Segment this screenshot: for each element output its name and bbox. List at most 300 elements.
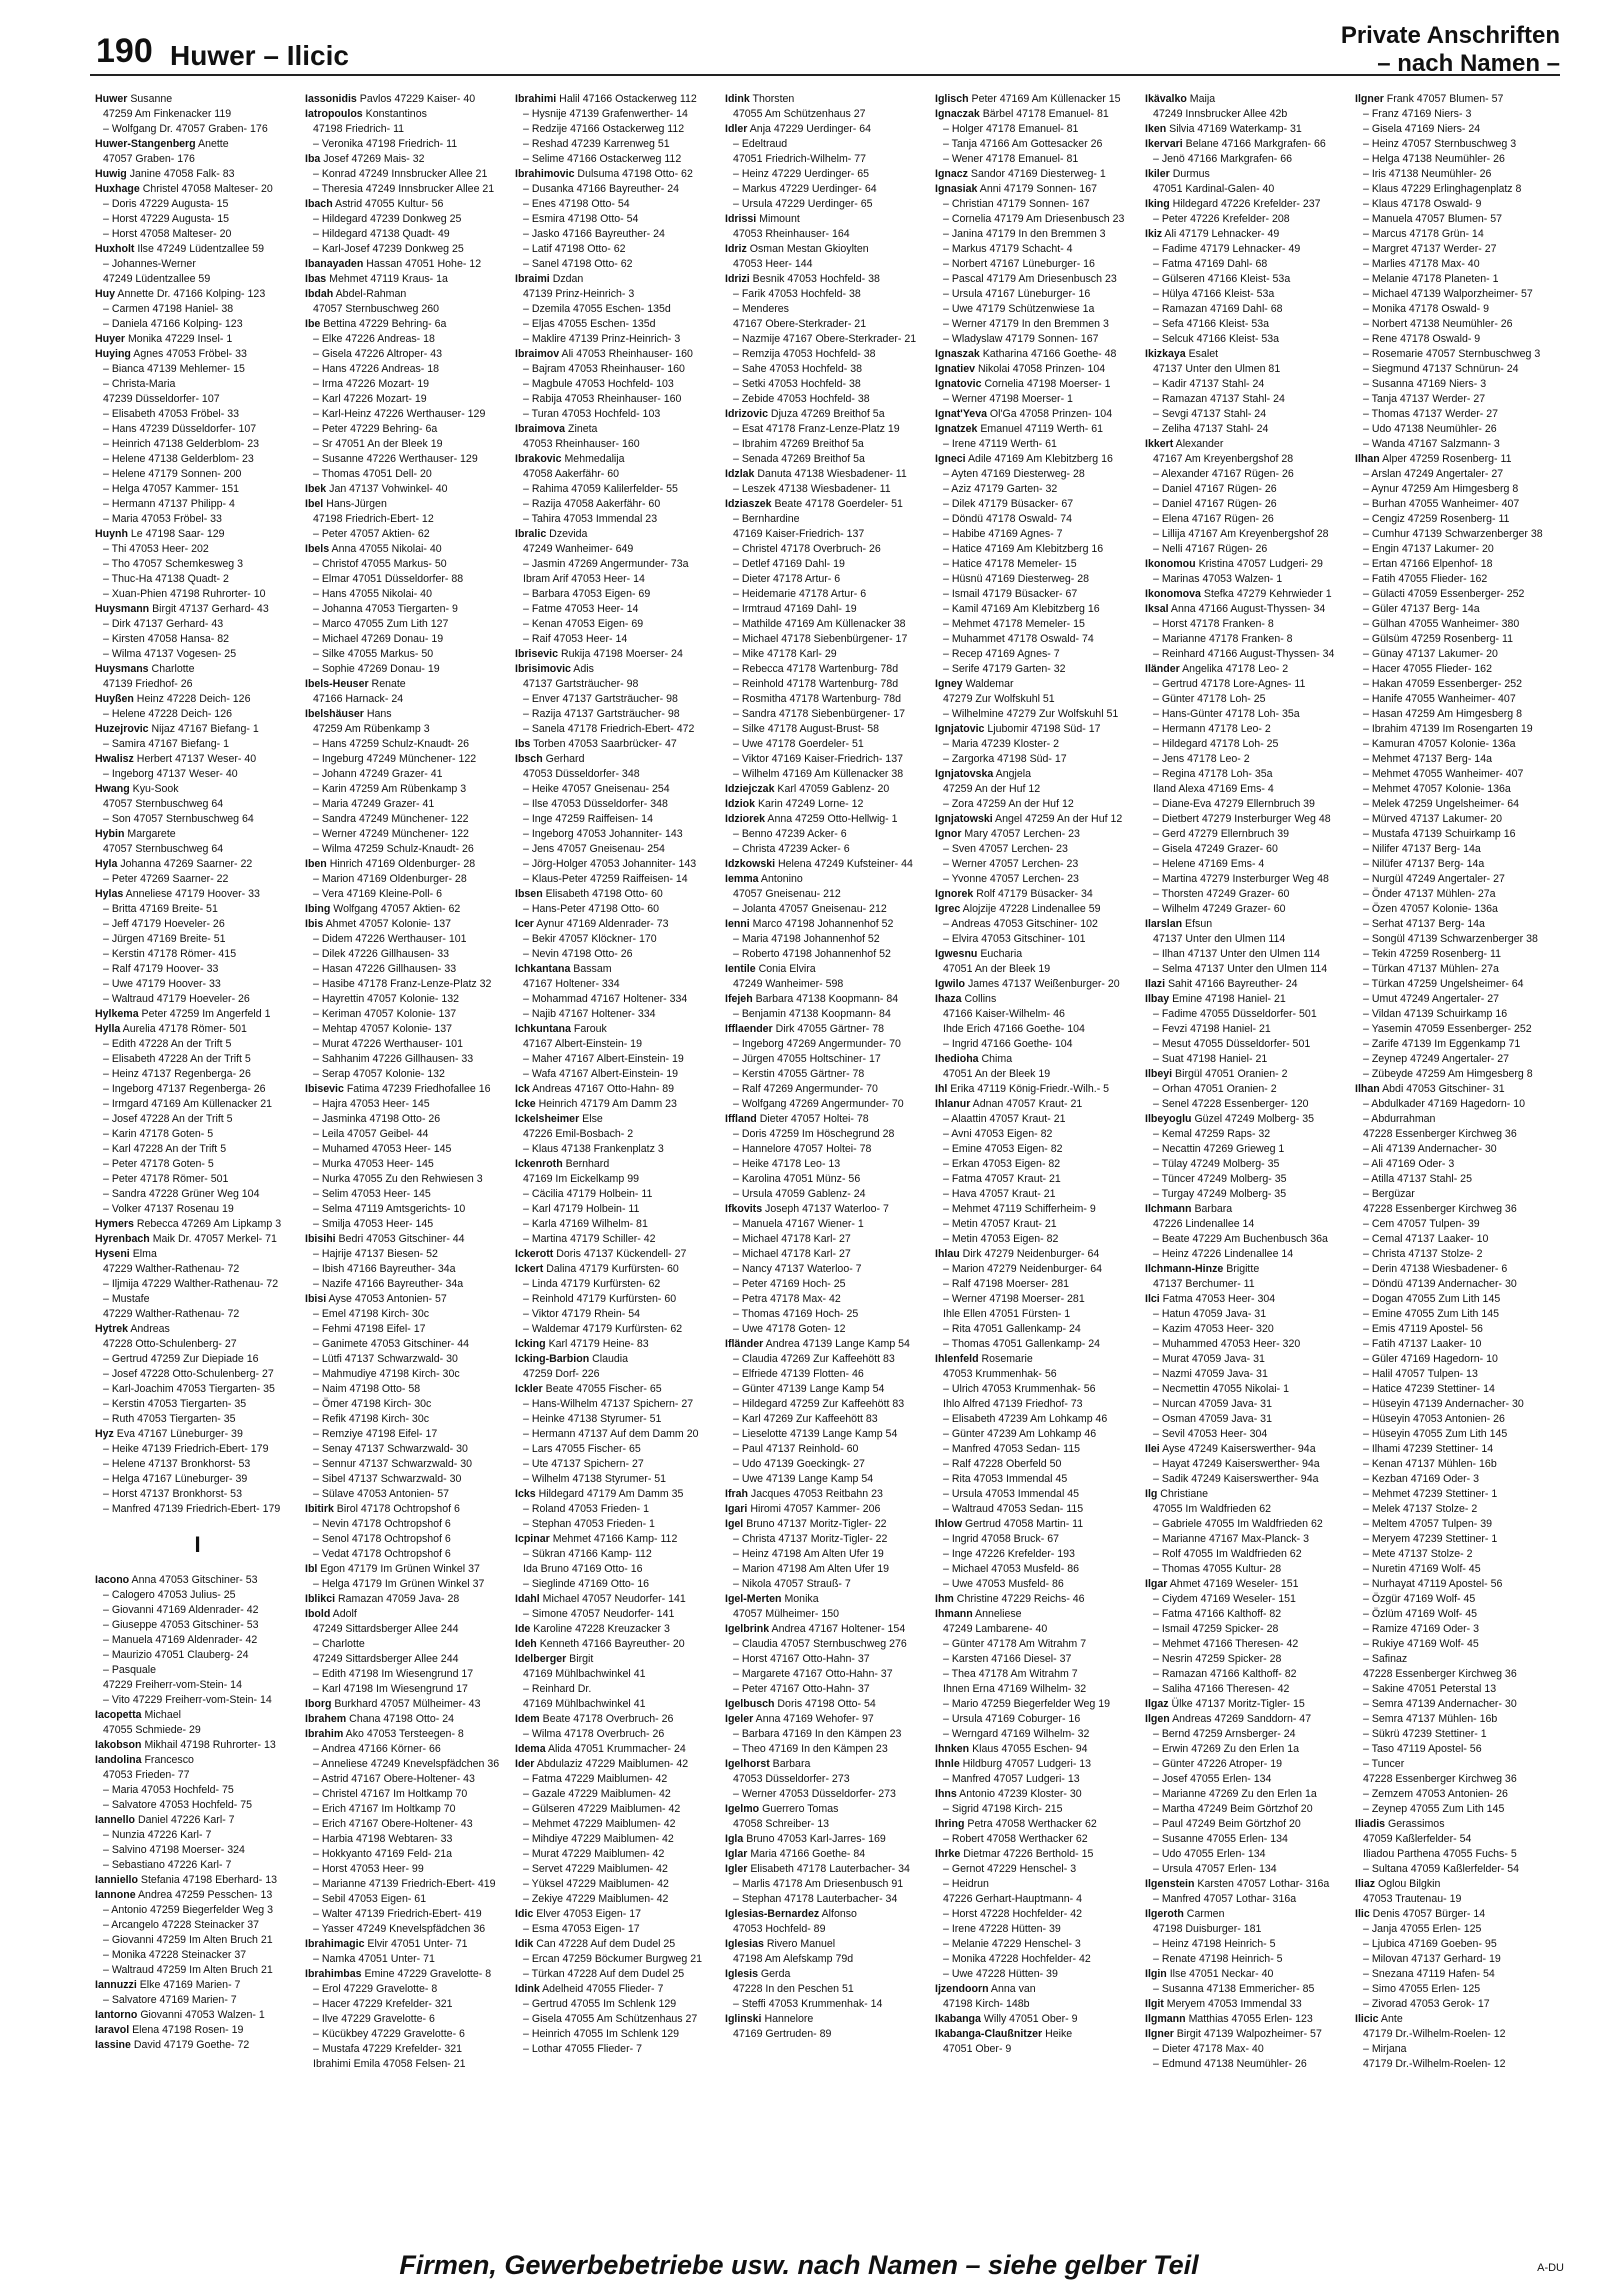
listing-entry: – Necmettin 47055 Nikolai- 1 [1153, 1383, 1290, 1395]
listing-entry: Ihde Erich 47166 Goethe- 104 [943, 1023, 1085, 1035]
listing-entry: 47053 Krummenhak- 56 [943, 1368, 1057, 1380]
listing-entry: – Fatih 47137 Laaker- 10 [1363, 1338, 1482, 1350]
listing-head: Igelhorst Barbara [725, 1758, 811, 1770]
listing-entry: – Mürved 47137 Lakumer- 20 [1363, 813, 1502, 825]
listing-entry: – Hans 47055 Nikolai- 40 [313, 588, 432, 600]
listing-head: Ibelshäuser Hans [305, 708, 392, 720]
listing-head: Ilhan Alper 47259 Rosenberg- 11 [1355, 453, 1512, 465]
listing-entry: – Keriman 47057 Kolonie- 137 [313, 1008, 457, 1020]
listing-entry: 47239 Düsseldorfer- 107 [103, 393, 220, 405]
listing-head: Igney Waldemar [935, 678, 1014, 690]
listing-head: Ikiler Durmus [1145, 168, 1210, 180]
listing-head: Ibrisimovic Adis [515, 663, 594, 675]
listing-entry: – Michael 47139 Walporzheimer- 57 [1363, 288, 1533, 300]
listing-entry: – Recep 47169 Agnes- 7 [943, 648, 1060, 660]
listing-entry: – Wanda 47167 Salzmann- 3 [1363, 438, 1500, 450]
listing-entry: – Ingeborg 47269 Angermunder- 70 [733, 1038, 901, 1050]
listing-head: Idelberger Birgit [515, 1653, 594, 1665]
listing-entry: – Christel 47167 Im Holtkamp 70 [313, 1788, 468, 1800]
listing-entry: – Hüseyin 47055 Zum Lith 145 [1363, 1428, 1508, 1440]
listing-entry: – Gazale 47229 Maiblumen- 42 [523, 1788, 671, 1800]
listing-entry: – Tanja 47137 Werder- 27 [1363, 393, 1486, 405]
listing-entry: – Wilhelmine 47279 Zur Wolfskuhl 51 [943, 708, 1119, 720]
listing-entry: – Tuncer [1363, 1758, 1405, 1770]
listing-entry: – Lieselotte 47139 Lange Kamp 54 [733, 1428, 898, 1440]
listing-entry: – Elisabeth 47228 An der Trift 5 [103, 1053, 251, 1065]
listing-entry: – Heinz 47229 Uerdinger- 65 [733, 168, 870, 180]
listing-entry: – Kenan 47137 Mühlen- 16b [1363, 1458, 1497, 1470]
listing-head: Iacono Anna 47053 Gitschiner- 53 [95, 1574, 258, 1586]
listing-head: Ibels-Heuser Renate [305, 678, 406, 690]
listing-head: Iemma Antonino [725, 873, 803, 885]
listing-entry: – Thuc-Ha 47138 Quadt- 2 [103, 573, 229, 585]
listing-head: Iassine David 47179 Goethe- 72 [95, 2039, 250, 2051]
listing-entry: – Xuan-Phien 47198 Ruhrorter- 10 [103, 588, 266, 600]
listing-entry: 47228 Essenberger Kirchweg 36 [1363, 1128, 1517, 1140]
listing-entry: 47198 Friedrich-Ebert- 12 [313, 513, 434, 525]
listing-entry: – Melek 47137 Stolze- 2 [1363, 1503, 1478, 1515]
listing-entry: – Maurizio 47051 Clauberg- 24 [103, 1649, 249, 1661]
listing-head: Ilhan Abdi 47053 Gitschiner- 31 [1355, 1083, 1505, 1095]
listing-entry: – Meryem 47239 Stettiner- 1 [1363, 1533, 1498, 1545]
listing-entry: – Rita 47051 Gallenkamp- 24 [943, 1323, 1081, 1335]
listing-entry: – Muhammed 47053 Heer- 320 [1153, 1338, 1301, 1350]
listing-entry: – Ramazan 47137 Stahl- 24 [1153, 393, 1285, 405]
listing-entry: – Christof 47055 Markus- 50 [313, 558, 447, 570]
listing-head: Ihlau Dirk 47279 Neidenburger- 64 [935, 1248, 1100, 1260]
listing-head: Hylkema Peter 47259 Im Angerfeld 1 [95, 1008, 271, 1020]
listing-entry: – Ralf 47228 Oberfeld 50 [943, 1458, 1062, 1470]
listing-entry: – Hysnije 47139 Grafenwerther- 14 [523, 108, 688, 120]
listing-head: Iacopetta Michael [95, 1709, 181, 1721]
listing-entry: – Döndü 47139 Andernacher- 30 [1363, 1278, 1517, 1290]
listing-entry: – Karl 47198 Im Wiesengrund 17 [313, 1683, 468, 1695]
listing-entry: – Muhamed 47053 Heer- 145 [313, 1143, 452, 1155]
listing-head: Ihl Erika 47119 König-Friedr.-Wilh.- 5 [935, 1083, 1110, 1095]
listing-entry: – Gabriele 47055 Im Waldfrieden 62 [1153, 1518, 1323, 1530]
listing-entry: – Heike 47178 Leo- 13 [733, 1158, 841, 1170]
listing-entry: – Werngard 47169 Wilhelm- 32 [943, 1728, 1090, 1740]
listing-entry: – Wladyslaw 47179 Sonnen- 167 [943, 333, 1099, 345]
listing-entry: – Volker 47137 Rosenau 19 [103, 1203, 234, 1215]
listing-entry: – Vedat 47178 Ochtropshof 6 [313, 1548, 451, 1560]
listing-entry: – Heinke 47138 Styrumer- 51 [523, 1413, 662, 1425]
listing-entry: – Viktor 47179 Rhein- 54 [523, 1308, 641, 1320]
listing-head: Idriz Osman Mestan Gkioylten [725, 243, 869, 255]
listing-entry: – Peter 47169 Hoch- 25 [733, 1278, 846, 1290]
listing-entry: – Peter 47178 Goten- 5 [103, 1158, 214, 1170]
listing-entry: – Emine 47053 Eigen- 82 [943, 1143, 1063, 1155]
listing-entry: – Hüseyin 47053 Antonien- 26 [1363, 1413, 1505, 1425]
listing-entry: – Hildegard 47138 Quadt- 49 [313, 228, 450, 240]
listing-entry: – Hildegard 47239 Donkweg 25 [313, 213, 462, 225]
listing-head: Ichkantana Bassam [515, 963, 612, 975]
listing-entry: 47259 Am Finkenacker 119 [103, 108, 232, 120]
section-title-line2: – nach Namen – [1377, 50, 1560, 77]
listing-entry: – Werner 47198 Moerser- 1 [943, 393, 1073, 405]
listing-entry: – Heinz 47226 Lindenallee 14 [1153, 1248, 1294, 1260]
listing-entry: – Waldemar 47179 Kurfürsten- 62 [523, 1323, 683, 1335]
listing-head: Ihm Christine 47229 Reichs- 46 [935, 1593, 1085, 1605]
listing-entry: – Esat 47178 Franz-Lenze-Platz 19 [733, 423, 900, 435]
listing-entry: – Cäcilia 47179 Holbein- 11 [523, 1188, 653, 1200]
listing-head: Ilgar Ahmet 47169 Weseler- 151 [1145, 1578, 1299, 1590]
listing-head: Icking Karl 47179 Heine- 83 [515, 1338, 649, 1350]
listing-entry: – Mahmudiye 47198 Kirch- 30c [313, 1368, 460, 1380]
listing-entry: – Son 47057 Sternbuschweg 64 [103, 813, 254, 825]
listing-entry: – Jenö 47166 Markgrafen- 66 [1153, 153, 1292, 165]
listing-entry: – Avni 47053 Eigen- 82 [943, 1128, 1053, 1140]
listing-entry: Ibram Arif 47053 Heer- 14 [523, 573, 645, 585]
listing-entry: – Eljas 47055 Eschen- 135d [523, 318, 656, 330]
listing-entry: 47226 Gerhart-Hauptmann- 4 [943, 1893, 1082, 1905]
listing-entry: – Charlotte [313, 1638, 365, 1650]
listing-entry: – Umut 47249 Angertaler- 27 [1363, 993, 1500, 1005]
section-letter: I [194, 1532, 201, 1557]
listing-entry: 47057 Gneisenau- 212 [733, 888, 841, 900]
listing-entry: – Reinhard Dr. [523, 1683, 592, 1695]
listing-entry: – Horst 47229 Augusta- 15 [103, 213, 230, 225]
listing-head: Huwer-Stangenberg Anette [95, 138, 229, 150]
listing-entry: – Gülseren 47166 Kleist- 53a [1153, 273, 1291, 285]
listing-entry: 47053 Düsseldorfer- 273 [733, 1773, 850, 1785]
listing-head: Hyz Eva 47167 Lüneburger- 39 [95, 1428, 243, 1440]
listing-head: Idic Elver 47053 Eigen- 17 [515, 1908, 642, 1920]
listing-head: Ilbeyi Birgül 47051 Oranien- 2 [1145, 1068, 1288, 1080]
listing-entry: – Christa 47137 Stolze- 2 [1363, 1248, 1483, 1260]
listing-entry: – Latif 47198 Otto- 62 [523, 243, 626, 255]
listing-entry: – Mehmet 47229 Maiblumen- 42 [523, 1818, 676, 1830]
listing-entry: – Maria 47198 Johannenhof 52 [733, 933, 880, 945]
listing-head: Idink Adelheid 47055 Flieder- 7 [515, 1983, 664, 1995]
listing-entry: – Refik 47198 Kirch- 30c [313, 1413, 430, 1425]
listing-entry: 47139 Prinz-Heinrich- 3 [523, 288, 635, 300]
listing-entry: 47053 Trautenau- 19 [1363, 1893, 1462, 1905]
listing-entry: – Mike 47178 Karl- 29 [733, 648, 837, 660]
listing-head: Hymers Rebecca 47269 Am Lipkamp 3 [95, 1218, 282, 1230]
listing-head: Iaravol Elena 47198 Rosen- 19 [95, 2024, 244, 2036]
listing-entry: – Ingrid 47166 Goethe- 104 [943, 1038, 1073, 1050]
listing-entry: – Josef 47228 An der Trift 5 [103, 1113, 233, 1125]
listing-entry: – Irene 47228 Hütten- 39 [943, 1923, 1061, 1935]
listing-head: Huyer Monika 47229 Insel- 1 [95, 333, 233, 345]
name-range: Huwer – Ilicic [170, 40, 349, 71]
listing-entry: – Marcus 47178 Grün- 14 [1363, 228, 1484, 240]
listing-entry: – Udo 47055 Erlen- 134 [1153, 1848, 1266, 1860]
listing-entry: – Fadime 47179 Lehnacker- 49 [1153, 243, 1301, 255]
listing-head: Huy Annette Dr. 47166 Kolping- 123 [95, 288, 266, 300]
listing-entry: 47169 Im Eickelkamp 99 [523, 1173, 640, 1185]
listing-entry: 47051 Friedrich-Wilhelm- 77 [733, 153, 867, 165]
listing-entry: – Wilhelm 47169 Am Küllenacker 38 [733, 768, 904, 780]
listing-entry: – Fadime 47055 Düsseldorfer- 501 [1153, 1008, 1317, 1020]
listing-entry: – Lillija 47167 Am Kreyenbergshof 28 [1153, 528, 1329, 540]
listing-entry: – Önder 47137 Mühlen- 27a [1363, 888, 1496, 900]
listing-entry: – Nurka 47055 Zu den Rehwiesen 3 [313, 1173, 483, 1185]
listing-head: Ibrahimbas Emine 47229 Gravelotte- 8 [305, 1968, 492, 1980]
listing-entry: 47198 Kirch- 148b [943, 1998, 1030, 2010]
listing-entry: 47137 Unter den Ulmen 81 [1153, 363, 1281, 375]
listing-entry: – Wilhelm 47138 Styrumer- 51 [523, 1473, 667, 1485]
listing-entry: – Nurhayat 47119 Apostel- 56 [1363, 1578, 1503, 1590]
listing-head: Idrissi Mimount [725, 213, 800, 225]
listing-entry: – Semra 47137 Mühlen- 16b [1363, 1713, 1498, 1725]
listing-entry: – Horst 47167 Otto-Hahn- 37 [733, 1653, 870, 1665]
listing-entry: – Norbert 47167 Lüneburger- 16 [943, 258, 1095, 270]
listing-entry: – Fatme 47053 Heer- 14 [523, 603, 639, 615]
listing-entry: – Uwe 47053 Musfeld- 86 [943, 1578, 1064, 1590]
listing-head: Iken Silvia 47169 Waterkamp- 31 [1145, 123, 1302, 135]
listing-entry: – Zeynep 47055 Zum Lith 145 [1363, 1803, 1505, 1815]
listing-entry: 47229 Walther-Rathenau- 72 [103, 1308, 240, 1320]
listing-entry: – Saliha 47166 Theresen- 42 [1153, 1683, 1290, 1695]
listing-entry: – Nazmi 47059 Java- 31 [1153, 1368, 1268, 1380]
listing-entry: – Heike 47057 Gneisenau- 254 [523, 783, 670, 795]
listing-entry: – Dilek 47179 Büsacker- 67 [943, 498, 1074, 510]
listing-entry: – Hokkyanto 47169 Feld- 21a [313, 1848, 452, 1860]
listing-head: Huysmann Birgit 47137 Gerhard- 43 [95, 603, 269, 615]
listing-entry: – Songül 47139 Schwarzenberger 38 [1363, 933, 1538, 945]
listing-entry: – Senay 47137 Schwarzwald- 30 [313, 1443, 468, 1455]
listing-entry: – Dogan 47055 Zum Lith 145 [1363, 1293, 1501, 1305]
listing-entry: – Andreas 47053 Gitschiner- 102 [943, 918, 1098, 930]
listing-entry: – Hatun 47059 Java- 31 [1153, 1308, 1267, 1320]
column-4 [725, 92, 930, 2242]
listing-entry: – Uwe 47179 Schützenwiese 1a [943, 303, 1095, 315]
listing-entry: – Thomas 47051 Dell- 20 [313, 468, 432, 480]
listing-entry: – Christa-Maria [103, 378, 176, 390]
listing-entry: – Sultana 47059 Kaßlerfelder- 54 [1363, 1863, 1520, 1875]
listing-head: Iglar Maria 47166 Goethe- 84 [725, 1848, 866, 1860]
listing-entry: – Michael 47053 Musfeld- 86 [943, 1563, 1080, 1575]
listing-entry: – Sevil 47053 Heer- 304 [1153, 1428, 1268, 1440]
listing-entry: – Manfred 47053 Sedan- 115 [943, 1443, 1081, 1455]
listing-entry: – Ljubica 47169 Goeben- 95 [1363, 1938, 1497, 1950]
listing-entry: – Monika 47228 Steinacker 37 [103, 1949, 247, 1961]
listing-head: Hyseni Elma [95, 1248, 157, 1260]
listing-head: Ibe Bettina 47229 Behring- 6a [305, 318, 447, 330]
listing-entry: – Giovanni 47259 Im Alten Bruch 21 [103, 1934, 273, 1946]
listing-entry: – Özlüm 47169 Wolf- 45 [1363, 1608, 1478, 1620]
listing-head: Ibralic Dzevida [515, 528, 588, 540]
listing-entry: – Hermann 47178 Leo- 2 [1153, 723, 1271, 735]
column-3 [515, 92, 720, 2242]
listing-head: Iländer Angelika 47178 Leo- 2 [1145, 663, 1289, 675]
listing-entry: – Gisela 47055 Am Schützenhaus 27 [523, 2013, 698, 2025]
listing-entry: – Hakan 47059 Essenberger- 252 [1363, 678, 1523, 690]
listing-entry: – Manfred 47057 Lothar- 316a [1153, 1893, 1297, 1905]
listing-entry: – Cumhur 47139 Schwarzenberger 38 [1363, 528, 1543, 540]
listing-entry: – Erwin 47269 Zu den Erlen 1a [1153, 1743, 1300, 1755]
listing-entry: – Gülseren 47229 Maiblumen- 42 [523, 1803, 681, 1815]
listing-head: Idik Can 47228 Auf dem Dudel 25 [515, 1938, 676, 1950]
listing-entry: – Alexander 47167 Rügen- 26 [1153, 468, 1294, 480]
listing-entry: – Rabija 47053 Rheinhauser- 160 [523, 393, 682, 405]
listing-entry: – Rukiye 47169 Wolf- 45 [1363, 1638, 1479, 1650]
listing-head: Icking-Barbion Claudia [515, 1353, 629, 1365]
listing-entry: – Mohammad 47167 Holtener- 334 [523, 993, 688, 1005]
listing-entry: – Theo 47169 In den Kämpen 23 [733, 1743, 888, 1755]
listing-entry: – Ramazan 47169 Dahl- 68 [1153, 303, 1283, 315]
listing-entry: 47166 Harnack- 24 [313, 693, 404, 705]
listing-entry: – Inge 47226 Krefelder- 193 [943, 1548, 1075, 1560]
listing-entry: – Fevzi 47198 Haniel- 21 [1153, 1023, 1271, 1035]
listing-entry: – Turan 47053 Hochfeld- 103 [523, 408, 661, 420]
listing-entry: – Werner 47053 Düsseldorfer- 273 [733, 1788, 896, 1800]
listing-entry: – Kazim 47053 Heer- 320 [1153, 1323, 1274, 1335]
listing-entry: – Yasemin 47059 Essenberger- 252 [1363, 1023, 1532, 1035]
listing-head: Idzlak Danuta 47138 Wiesbadener- 11 [725, 468, 907, 480]
listing-entry: 47259 An der Huf 12 [943, 783, 1041, 795]
listing-entry: – Hülya 47166 Kleist- 53a [1153, 288, 1275, 300]
listing-entry: – Beate 47229 Am Buchenbusch 36a [1153, 1233, 1328, 1245]
listing-entry: 47137 Gartsträucher- 98 [523, 678, 639, 690]
listing-entry: 47169 Kaiser-Friedrich- 137 [733, 528, 865, 540]
listing-entry: – Maria 47239 Kloster- 2 [943, 738, 1060, 750]
listing-entry: 47228 Otto-Schulenberg- 27 [103, 1338, 237, 1350]
listing-entry: 47226 Lindenallee 14 [1153, 1218, 1255, 1230]
listing-entry: – Erich 47167 Im Holtkamp 70 [313, 1803, 456, 1815]
listing-entry: – Horst 47053 Heer- 99 [313, 1863, 424, 1875]
listing-entry: – Andrea 47166 Körner- 66 [313, 1743, 441, 1755]
listing-entry: – Daniel 47167 Rügen- 26 [1153, 483, 1277, 495]
listing-head: Ibold Adolf [305, 1608, 357, 1620]
listing-entry: – Bernhardine [733, 513, 800, 525]
listing-head: Hytrek Andreas [95, 1323, 170, 1335]
listing-entry: – Heinz 47198 Heinrich- 5 [1153, 1938, 1276, 1950]
listing-entry: – Marlis 47178 Am Driesenbusch 91 [733, 1878, 904, 1890]
listing-head: Igari Hiromi 47057 Kammer- 206 [725, 1503, 881, 1515]
listing-entry: – Ibrahim 47269 Breithof 5a [733, 438, 864, 450]
listing-entry: – Giovanni 47169 Aldenrader- 42 [103, 1604, 259, 1616]
listing-head: Ilgmann Matthias 47055 Erlen- 123 [1145, 2013, 1313, 2025]
listing-entry: – Heinrich 47138 Gelderblom- 23 [103, 438, 260, 450]
listing-entry: – Markus 47179 Schacht- 4 [943, 243, 1073, 255]
listing-entry: 47228 Essenberger Kirchweg 36 [1363, 1668, 1517, 1680]
listing-entry: – Ibish 47166 Bayreuther- 34a [313, 1263, 456, 1275]
listing-entry: – Senol 47178 Ochtropshof 6 [313, 1533, 451, 1545]
listing-entry: – Taso 47119 Apostel- 56 [1363, 1743, 1482, 1755]
listing-entry: – Cengiz 47259 Rosenberg- 11 [1363, 513, 1510, 525]
listing-entry: – Rosemarie 47057 Sternbuschweg 3 [1363, 348, 1541, 360]
listing-head: Ignaszak Katharina 47166 Goethe- 48 [935, 348, 1117, 360]
listing-entry: – Ute 47137 Spichern- 27 [523, 1458, 644, 1470]
listing-entry: – Atilla 47137 Stahl- 25 [1363, 1173, 1472, 1185]
listing-head: Ilazi Sahit 47166 Bayreuther- 24 [1145, 978, 1298, 990]
listing-entry: – Sr 47051 An der Bleek 19 [313, 438, 443, 450]
listing-entry: – Heinz 47137 Regenberga- 26 [103, 1068, 251, 1080]
listing-entry: – Manfred 47057 Ludgeri- 13 [943, 1773, 1080, 1785]
listing-head: Ibing Wolfgang 47057 Aktien- 62 [305, 903, 461, 915]
listing-entry: – Tekin 47259 Rosenberg- 11 [1363, 948, 1502, 960]
listing-entry: – Esmira 47198 Otto- 54 [523, 213, 639, 225]
listing-entry: 47057 Sternbuschweg 64 [103, 843, 224, 855]
listing-entry: 47053 Rheinhauser- 160 [523, 438, 640, 450]
listing-head: Ibach Astrid 47055 Kultur- 56 [305, 198, 444, 210]
listing-head: Iandolina Francesco [95, 1754, 194, 1766]
listing-head: Ibek Jan 47137 Vohwinkel- 40 [305, 483, 448, 495]
listing-head: Ihnle Hildburg 47057 Ludgeri- 13 [935, 1758, 1092, 1770]
listing-entry: – Thorsten 47249 Grazer- 60 [1153, 888, 1290, 900]
listing-entry: 47057 Sternbuschweg 64 [103, 798, 224, 810]
listing-entry: – Bianca 47139 Mehlemer- 15 [103, 363, 245, 375]
listing-entry: – Cem 47057 Tulpen- 39 [1363, 1218, 1480, 1230]
listing-entry: – Rebecca 47178 Wartenburg- 78d [733, 663, 899, 675]
listing-entry: 47198 Duisburger- 181 [1153, 1923, 1262, 1935]
footer-note: Firmen, Gewerbebetriebe usw. nach Namen – siehe gelber Teil [399, 2250, 1199, 2280]
listing-entry: – Jürgen 47055 Holtschiner- 17 [733, 1053, 881, 1065]
listing-entry: – Helene 47228 Deich- 126 [103, 708, 232, 720]
listing-head: Ibrahem Chana 47198 Otto- 24 [305, 1713, 454, 1725]
listing-entry: 47228 Essenberger Kirchweg 36 [1363, 1203, 1517, 1215]
listing-entry: – Dzemila 47055 Eschen- 135d [523, 303, 671, 315]
listing-entry: – Tho 47057 Schemkesweg 3 [103, 558, 243, 570]
listing-head: Iglesias-Bernardez Alfonso [725, 1908, 857, 1920]
listing-entry: – Pascal 47179 Am Driesenbusch 23 [943, 273, 1117, 285]
listing-head: Ichkuntana Farouk [515, 1023, 607, 1035]
listing-entry: – Horst 47137 Bronkhorst- 53 [103, 1488, 242, 1500]
listing-entry: 47167 Am Kreyenbergshof 28 [1153, 453, 1294, 465]
listing-entry: – Martha 47249 Beim Görtzhof 20 [1153, 1803, 1313, 1815]
listing-head: Iking Hildegard 47226 Krefelder- 237 [1145, 198, 1321, 210]
listing-entry: 47055 Am Schützenhaus 27 [733, 108, 866, 120]
listing-entry: – Ilhan 47137 Unter den Ulmen 114 [1153, 948, 1321, 960]
listing-entry: – Ingeborg 47137 Weser- 40 [103, 768, 238, 780]
listing-head: Ilarslan Efsun [1145, 918, 1213, 930]
listing-entry: – Wilma 47178 Overbruch- 26 [523, 1728, 665, 1740]
listing-entry: – Peter 47226 Krefelder- 208 [1153, 213, 1290, 225]
listing-entry: – Mehmet 47057 Kolonie- 136a [1363, 783, 1511, 795]
listing-entry: – Anneliese 47249 Knevelspfädchen 36 [313, 1758, 500, 1770]
listing-entry: – Detlef 47169 Dahl- 19 [733, 558, 845, 570]
listing-head: Ihmann Anneliese [935, 1608, 1022, 1620]
listing-entry: – Ralf 47198 Moerser- 281 [943, 1278, 1070, 1290]
listing-entry: – Najib 47167 Holtener- 334 [523, 1008, 656, 1020]
listing-entry: – Sülave 47053 Antonien- 57 [313, 1488, 450, 1500]
listing-head: Ikkert Alexander [1145, 438, 1224, 450]
listing-entry: – Kerstin 47053 Tiergarten- 35 [103, 1398, 247, 1410]
listing-entry: – Zargorka 47198 Süd- 17 [943, 753, 1067, 765]
listing-entry: 47051 An der Bleek 19 [943, 963, 1051, 975]
listing-entry: – Sefa 47166 Kleist- 53a [1153, 318, 1270, 330]
listing-entry: – Carmen 47198 Haniel- 38 [103, 303, 234, 315]
listing-entry: – Hans 47239 Düsseldorfer- 107 [103, 423, 257, 435]
listing-entry: – Sevgi 47137 Stahl- 24 [1153, 408, 1267, 420]
listing-entry: – Harbia 47198 Webtaren- 33 [313, 1833, 453, 1845]
listing-entry: – Irma 47226 Mozart- 19 [313, 378, 429, 390]
listing-entry: – Mehmet 47166 Theresen- 42 [1153, 1638, 1299, 1650]
listing-entry: – Josef 47228 Otto-Schulenberg- 27 [103, 1368, 274, 1380]
listing-entry: – Sven 47057 Lerchen- 23 [943, 843, 1068, 855]
listing-entry: – Salvino 47198 Moerser- 324 [103, 1844, 245, 1856]
listing-head: Ilgin Ilse 47051 Neckar- 40 [1145, 1968, 1274, 1980]
listing-entry: – Nevin 47178 Ochtropshof 6 [313, 1518, 451, 1530]
listing-entry: – Mario 47259 Biegerfelder Weg 19 [943, 1698, 1111, 1710]
listing-entry: – Cornelia 47179 Am Driesenbusch 23 [943, 213, 1125, 225]
listing-entry: – Martina 47179 Schiller- 42 [523, 1233, 656, 1245]
listing-entry: – Sadik 47249 Kaiserswerther- 94a [1153, 1473, 1319, 1485]
listing-head: Igwilo James 47137 Weißenburger- 20 [935, 978, 1120, 990]
listing-entry: – Regina 47178 Loh- 35a [1153, 768, 1273, 780]
listing-entry: – Jens 47178 Leo- 2 [1153, 753, 1250, 765]
listing-entry: – Arslan 47249 Angertaler- 27 [1363, 468, 1504, 480]
listing-head: Ihns Antonio 47239 Kloster- 30 [935, 1788, 1082, 1800]
listing-entry: – Daniela 47166 Kolping- 123 [103, 318, 243, 330]
listing-entry: – Karolina 47051 Münz- 56 [733, 1173, 861, 1185]
listing-entry: – Christel 47178 Overbruch- 26 [733, 543, 881, 555]
listing-entry: – Hacer 47055 Flieder- 162 [1363, 663, 1492, 675]
listing-entry: – Uwe 47179 Hoover- 33 [103, 978, 221, 990]
